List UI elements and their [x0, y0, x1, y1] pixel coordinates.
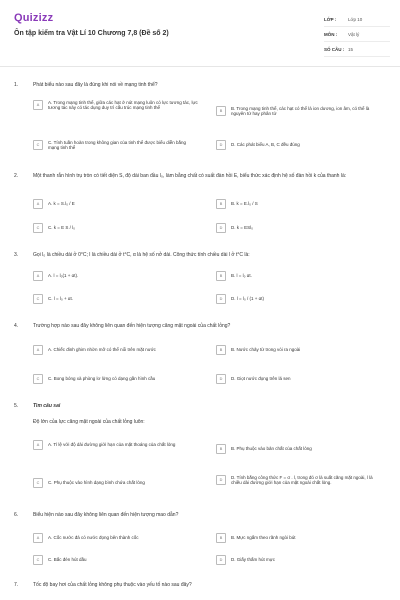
meta-table	[324, 12, 390, 57]
q3-option-d[interactable]: D D. l = l₀ / (1 + αt)	[216, 291, 381, 307]
q2-option-a[interactable]: A A. k = S.l₀ / E	[33, 196, 198, 212]
option-letter: A	[33, 100, 43, 110]
q3-option-b[interactable]: B B. l = l₀ αt.	[216, 268, 381, 284]
meta-row-count: SỐ CÂU : 15	[324, 42, 390, 57]
q6-option-b[interactable]: B B. Mực ngấm theo rãnh ngòi bút	[216, 530, 381, 546]
question-text: Phát biểu nào sau đây là đúng khi nói về mạng tinh thể?	[33, 82, 158, 88]
q5-option-c[interactable]: C C. Phụ thuộc vào hình dạng bình chứa chất lỏng	[33, 475, 198, 491]
q6-option-c[interactable]: C C. Bấc đèn hút dầu	[33, 552, 198, 568]
q4-option-c[interactable]: C C. Bong bóng xà phòng lơ lửng có dạng gần hình cầu	[33, 371, 198, 387]
q5-option-b[interactable]: B B. Phụ thuộc vào bản chất của chất lỏng	[216, 441, 381, 457]
q4-option-d[interactable]: D D. Giọt nước đọng trên lá sen	[216, 371, 381, 387]
q3-option-c[interactable]: C C. l = l₀ + αt.	[33, 291, 198, 307]
q1-option-a[interactable]: A A. Trong mạng tinh thể, giữa các hạt ở nút mạng luôn có lực tương tác, lực tương tác này có tác dụng duy trì cấu trúc mạng tinh thể	[33, 97, 198, 113]
q2-option-c[interactable]: C C. k = E S / l₀	[33, 220, 198, 236]
q5-option-d[interactable]: D D. Tính bằng công thức F = σ . l, trong đó σ là suất căng mặt ngoài, l là chiều dài đường giới hạn của mặt ngoài chất lỏng.	[216, 472, 381, 488]
q4-option-b[interactable]: B B. Nước chảy từ trong vòi ra ngoài	[216, 342, 381, 358]
q1-option-c[interactable]: C C. Tính tuần hoàn trong không gian của tinh thể được biểu diễn bằng mạng tinh thể	[33, 137, 198, 153]
q1-option-b[interactable]: B B. Trong mạng tinh thể, các hạt có thể là ion dương, ion âm, có thể là nguyên tử hay phân tử	[216, 103, 381, 119]
meta-row-subject: MÔN : Vật lý	[324, 27, 390, 42]
page-title: Ôn tập kiểm tra Vật Lí 10 Chương 7,8 (Đề số 2)	[14, 30, 169, 37]
q5-option-a[interactable]: A A. Tỉ lệ với độ dài đường giới hạn của mặt thoáng của chất lỏng	[33, 437, 198, 453]
meta-row-class: LỚP : Lớp 10	[324, 12, 390, 27]
header	[0, 0, 400, 67]
quizizz-logo: Quizizz	[14, 12, 54, 24]
q1-option-d[interactable]: D D. Các phát biểu A, B, C đều đúng	[216, 137, 381, 153]
q2-option-d[interactable]: D D. k = ESl₀	[216, 220, 381, 236]
q3-option-a[interactable]: A A. l = l₀(1 + αt).	[33, 268, 198, 284]
q2-option-b[interactable]: B B. k = E.l₀ / S	[216, 196, 381, 212]
worksheet-page: Quizizz Ôn tập kiểm tra Vật Lí 10 Chương 7,8 (Đề số 2) LỚP : Lớp 10 MÔN : Vật lý SỐ CÂU : 15 1. Phát biểu nào sau đây là đúng khi nói về mạng tinh thể? A A. Trong mạng tinh thể, giữa các hạt ở nút mạng luôn có lực tương tác, lực tương tác này có tác dụng duy trì cấu trúc mạng tinh thể B B. Trong mạng tinh thể, các hạt có thể là ion dương, ion âm, có thể là nguyên tử hay phân tử C C. Tính tuần hoàn trong không gian của tinh thể được biểu diễn bằng mạng tinh thể D D. Các phát biểu A, B, C đều đúng 2. Một thanh rắn hình trụ tròn có tiết diện S, độ dài ban đầu l₀, làm bằng chất có suất đàn hồi E, biểu thức xác định hệ số đàn hồi k của thanh là: A A. k = S.l₀ / E B B. k = E.l₀ / S C C. k = E S / l₀ D D. k = ESl₀ 3. Gọi l₀ là chiều dài ở 0°C; l là chiều dài ở t°C, α là hệ số nở dài. Công thức tính chiều dài l ở t°C là: A A. l = l₀(1 + αt). B B. l = l₀ αt. C C. l = l₀ + αt. D D. l = l₀ / (1 + αt) 4. Trường hợp nào sau đây không liên quan đến hiện tượng căng mặt ngoài của chất lỏng? A A. Chiếc đinh ghim nhờn mỡ có thể nổi trên mặt nước B B. Nước chảy từ trong vòi ra ngoài C C. Bong bóng xà phòng lơ lửng có dạng gần hình cầu D D. Giọt nước đọng trên lá sen 5. Tìm câu sai Độ lớn của lực căng mặt ngoài của chất lỏng luôn: A A. Tỉ lệ với độ dài đường giới hạn của mặt thoáng của chất lỏng B B. Phụ thuộc vào bản chất của chất lỏng C C. Phụ thuộc vào hình dạng bình chứa chất lỏng D D. Tính bằng công thức F = σ . l, trong đó σ là suất căng mặt ngoài, l là chiều dài đường giới hạn của mặt ngoài chất lỏng. 6. Biểu hiện nào sau đây không liên quan đến hiện tượng mao dẫn? A A. Cốc nước đá có nước đọng bên thành cốc B B. Mực ngấm theo rãnh ngòi bút C C. Bấc đèn hút dầu D D. Giấy thấm hút mực 7. Tốc độ bay hơi của chất lỏng không phụ thuộc vào yếu tố nào sau đây?	[0, 0, 400, 600]
q6-option-d[interactable]: D D. Giấy thấm hút mực	[216, 552, 381, 568]
q4-option-a[interactable]: A A. Chiếc đinh ghim nhờn mỡ có thể nổi trên mặt nước	[33, 342, 198, 358]
q6-option-a[interactable]: A A. Cốc nước đá có nước đọng bên thành cốc	[33, 530, 198, 546]
